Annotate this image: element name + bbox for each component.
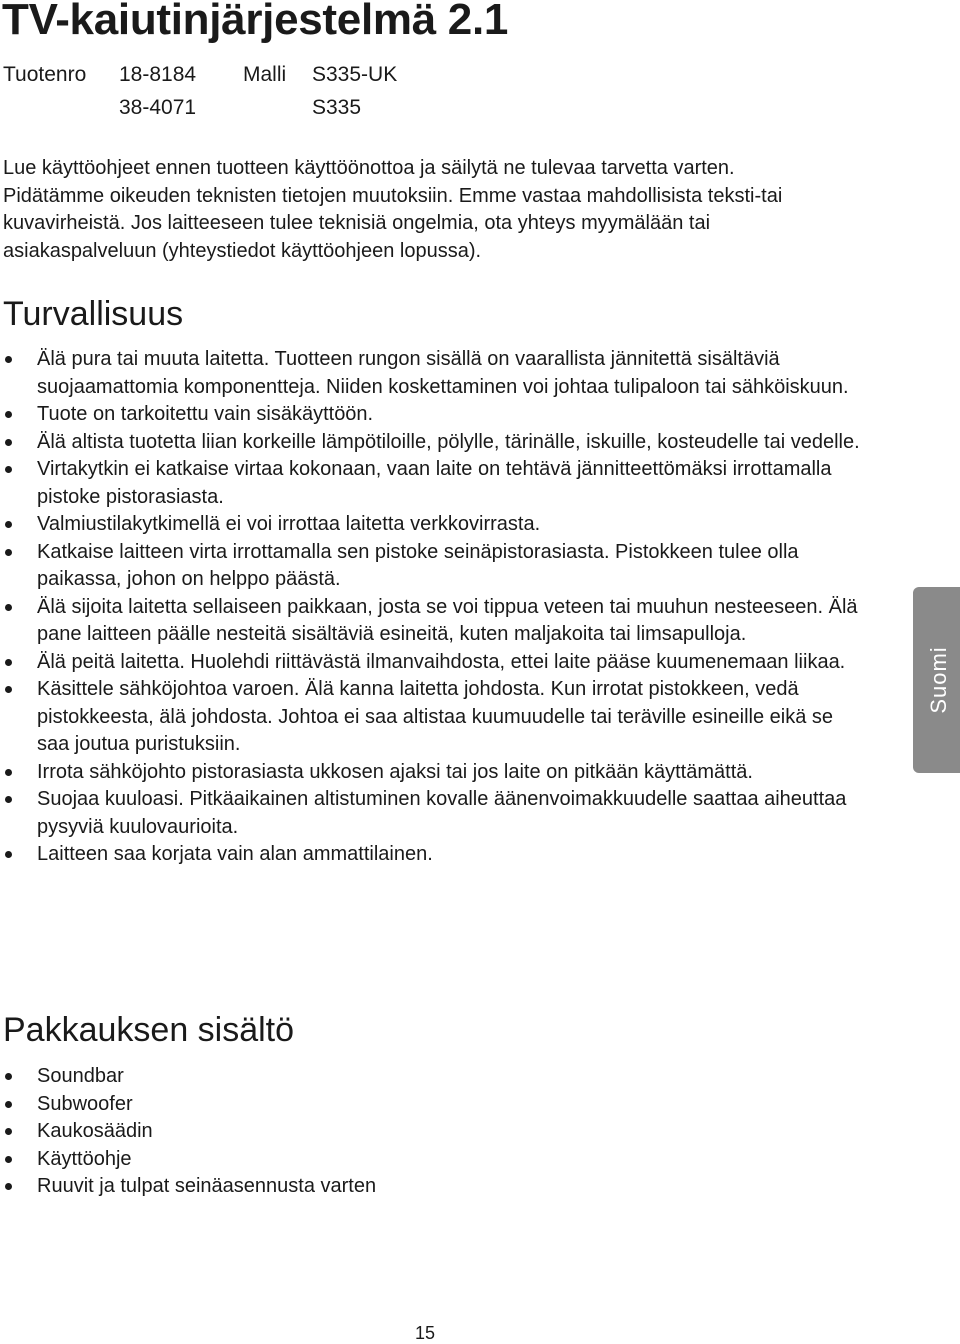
product-number-label: Tuotenro [3,63,87,86]
model-number: S335-UK [312,63,398,86]
language-tab [913,587,960,773]
list-item: Suojaa kuuloasi. Pitkäaikainen altistuminen kovalle äänenvoimakkuudelle saattaa aiheuttaa pysyviä kuulovaurioita. [0,786,860,841]
safety-heading: Turvallisuus [3,295,184,333]
list-item: Käyttöohje [0,1146,860,1174]
model-label: Malli [243,63,287,86]
package-heading: Pakkauksen sisältö [3,1011,295,1049]
list-item: Älä sijoita laitetta sellaiseen paikkaan, josta se voi tippua veteen tai muuhun nesteeseen. Älä pane laitteen päälle nesteitä sisältäviä esineitä, kuten maljakoita tai limsapulloja. [0,594,860,649]
list-item: Katkaise laitteen virta irrottamalla sen pistoke seinäpistorasiasta. Pistokkeen tulee olla paikassa, johon on helppo päästä. [0,539,860,594]
product-number: 38-4071 [119,96,197,119]
list-item: Älä pura tai muuta laitetta. Tuotteen rungon sisällä on vaarallista jännitettä sisältäviä suojaamattomia komponentteja. Niiden koskettaminen voi johtaa tulipaloon tai sähköiskuun. [0,346,860,401]
language-tab-label: Suomi [926,646,951,714]
list-item: Älä altista tuotetta liian korkeille lämpötiloille, pölylle, tärinälle, iskuille, kosteudelle tai vedelle. [0,429,860,457]
list-item: Valmiustilakytkimellä ei voi irrottaa laitetta verkkovirrasta. [0,511,860,539]
safety-list [0,346,860,869]
list-item: Soundbar [0,1063,860,1091]
list-item: Virtakytkin ei katkaise virtaa kokonaan, vaan laite on tehtävä jännitteettömäksi irrottamalla pistoke pistorasiasta. [0,456,860,511]
list-item: Irrota sähköjohto pistorasiasta ukkosen ajaksi tai jos laite on pitkään käyttämättä. [0,759,860,787]
list-item: Käsittele sähköjohtoa varoen. Älä kanna laitetta johdosta. Kun irrotat pistokkeen, vedä pistokkeesta, älä johdosta. Johtoa ei saa altistaa kuumuudelle tai teräville esineille eikä se saa joutua puristuksiin. [0,676,860,759]
list-item: Laitteen saa korjata vain alan ammattilainen. [0,841,860,869]
list-item: Kaukosäädin [0,1118,860,1146]
list-item: Subwoofer [0,1091,860,1119]
product-number: 18-8184 [119,63,197,86]
list-item: Ruuvit ja tulpat seinäasennusta varten [0,1173,860,1201]
package-list [0,1063,860,1201]
page-number: 15 [414,1323,436,1343]
list-item: Tuote on tarkoitettu vain sisäkäyttöön. [0,401,860,429]
page-title: TV-kaiutinjärjestelmä 2.1 [2,0,509,44]
model-number: S335 [312,96,362,119]
intro-paragraph: Lue käyttöohjeet ennen tuotteen käyttöönottoa ja säilytä ne tulevaa tarvetta varten. Pidätämme oikeuden teknisten tietojen muutoksiin. Emme vastaa mahdollisista teksti-tai kuvavirheistä. Jos laitteeseen tulee teknisiä ongelmia, ota yhteys myymälään tai asiakaspalveluun (yhteystiedot käyttöohjeen lopussa). [3,157,783,262]
list-item: Älä peitä laitetta. Huolehdi riittävästä ilmanvaihdosta, ettei laite pääse kuumenemaan liikaa. [0,649,860,677]
